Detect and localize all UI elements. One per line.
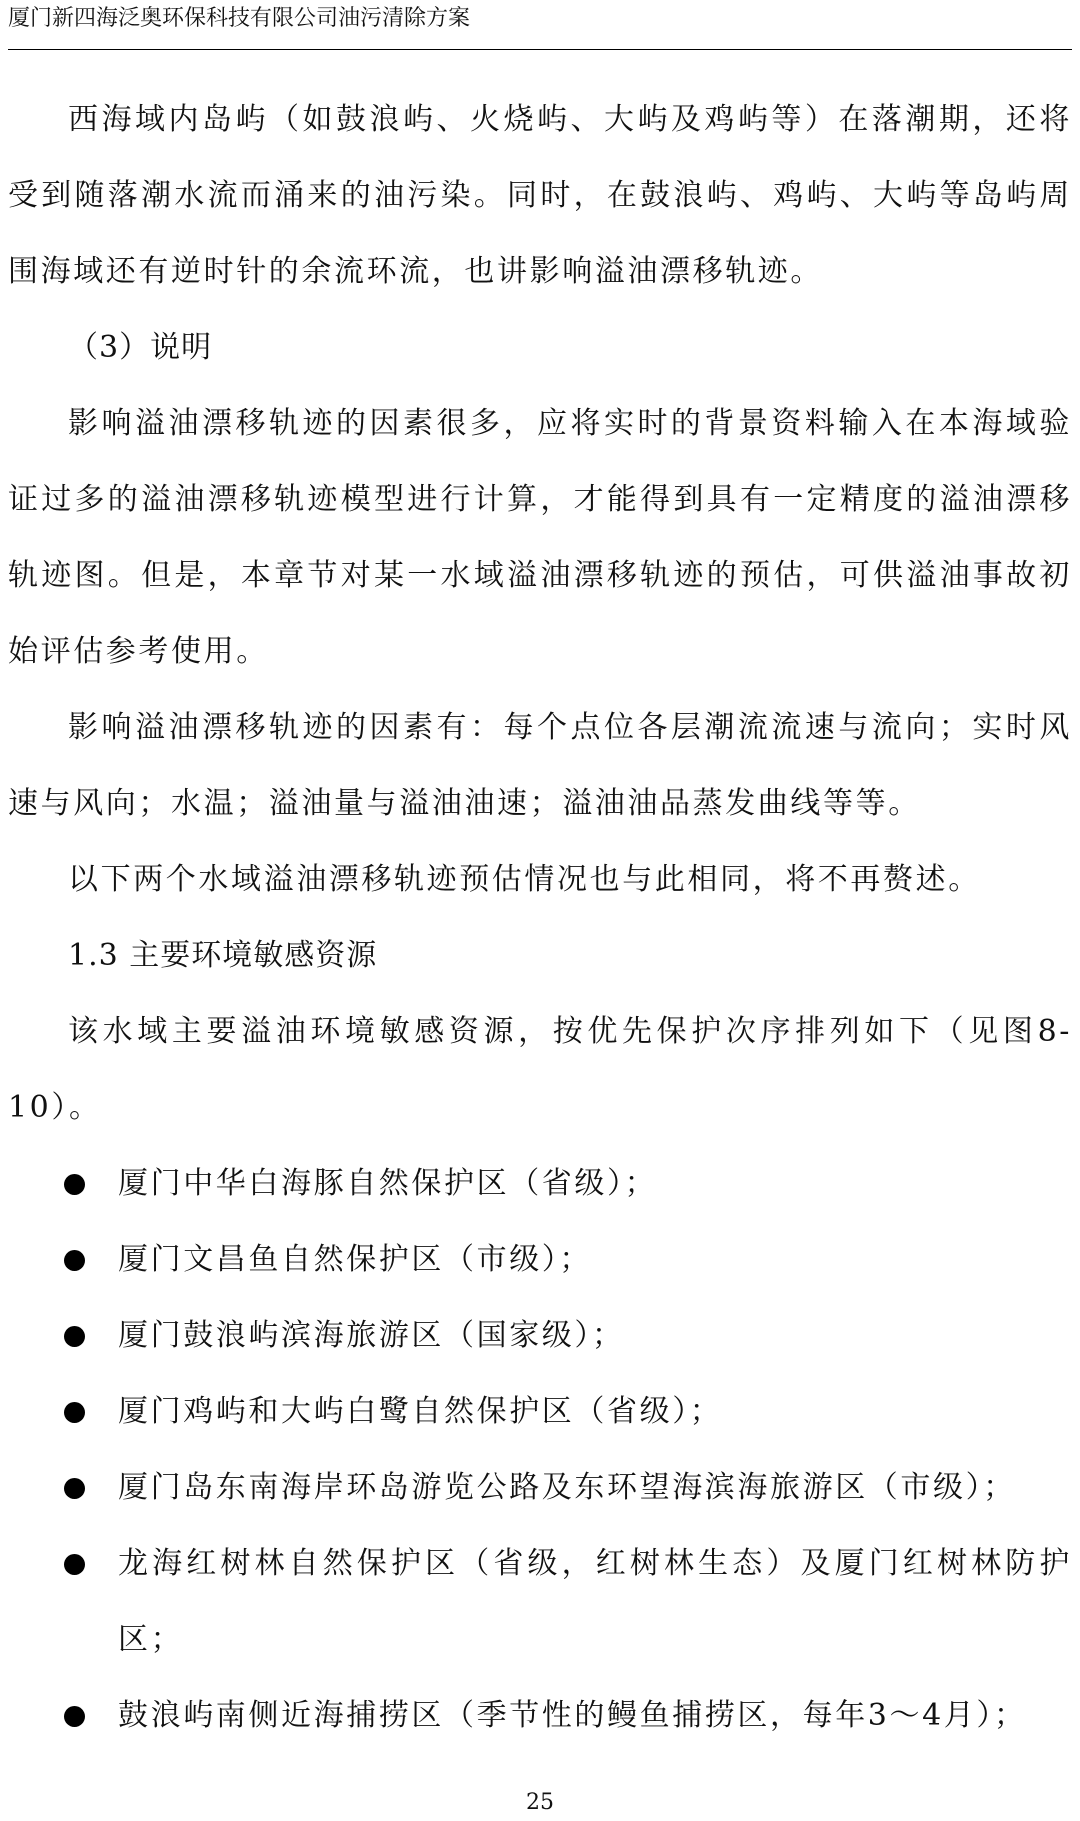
- list-item-text: 厦门鼓浪屿滨海旅游区（国家级）；: [118, 1318, 625, 1353]
- list-item: [8, 1678, 1072, 1754]
- page-body: [8, 82, 1072, 1754]
- resources-list: [8, 1146, 1072, 1754]
- bullet-dot-icon: [64, 1174, 85, 1195]
- list-item-text: 龙海红树林自然保护区（省级，红树林生态）及厦门红树林防护区；: [118, 1546, 1072, 1657]
- list-item: [8, 1374, 1072, 1450]
- paragraph-factors-many: 影响溢油漂移轨迹的因素很多，应将实时的背景资料输入在本海域验证过多的溢油漂移轨迹模型进行计算，才能得到具有一定精度的溢油漂移轨迹图。但是，本章节对某一水域溢油漂移轨迹的预估，可供溢油事故初始评估参考使用。: [8, 406, 1072, 669]
- page-number: 25: [526, 1790, 554, 1815]
- document-title: 厦门新四海泛奥环保科技有限公司油污清除方案: [8, 6, 471, 31]
- list-item: [8, 1526, 1072, 1678]
- section-heading-sensitive-resources: 1.3 主要环境敏感资源: [68, 938, 378, 973]
- bullet-dot-icon: [64, 1478, 85, 1499]
- list-item-text: 鼓浪屿南侧近海捕捞区（季节性的鳗鱼捕捞区，每年3～4月）；: [118, 1698, 1027, 1733]
- paragraph-resources-intro: 该水域主要溢油环境敏感资源，按优先保护次序排列如下（见图8-10）。: [8, 1014, 1072, 1125]
- list-item-text: 厦门鸡屿和大屿白鹭自然保护区（省级）；: [118, 1394, 723, 1429]
- list-item: [8, 1146, 1072, 1222]
- bullet-dot-icon: [64, 1326, 85, 1347]
- paragraph-same-note: 以下两个水域溢油漂移轨迹预估情况也与此相同，将不再赘述。: [68, 862, 981, 897]
- list-item: [8, 1298, 1072, 1374]
- list-item-text: 厦门岛东南海岸环岛游览公路及东环望海滨海旅游区（市级）；: [118, 1470, 1016, 1505]
- list-item: [8, 1222, 1072, 1298]
- list-item: [8, 1450, 1072, 1526]
- paragraph-island-pollution: 西海域内岛屿（如鼓浪屿、火烧屿、大屿及鸡屿等）在落潮期，还将受到随落潮水流而涌来的油污染。同时，在鼓浪屿、鸡屿、大屿等岛屿周围海域还有逆时针的余流环流，也讲影响溢油漂移轨迹。: [8, 102, 1072, 289]
- bullet-dot-icon: [64, 1706, 85, 1727]
- page-header: [8, 2, 1072, 50]
- section-heading-explanation: （3）说明: [68, 330, 213, 365]
- bullet-dot-icon: [64, 1402, 85, 1423]
- paragraph-factors-list: 影响溢油漂移轨迹的因素有：每个点位各层潮流流速与流向；实时风速与风向；水温；溢油量与溢油油速；溢油油品蒸发曲线等等。: [8, 710, 1072, 821]
- list-item-text: 厦门文昌鱼自然保护区（市级）；: [118, 1242, 592, 1277]
- bullet-dot-icon: [64, 1554, 85, 1575]
- list-item-text: 厦门中华白海豚自然保护区（省级）；: [118, 1166, 658, 1201]
- bullet-dot-icon: [64, 1250, 85, 1271]
